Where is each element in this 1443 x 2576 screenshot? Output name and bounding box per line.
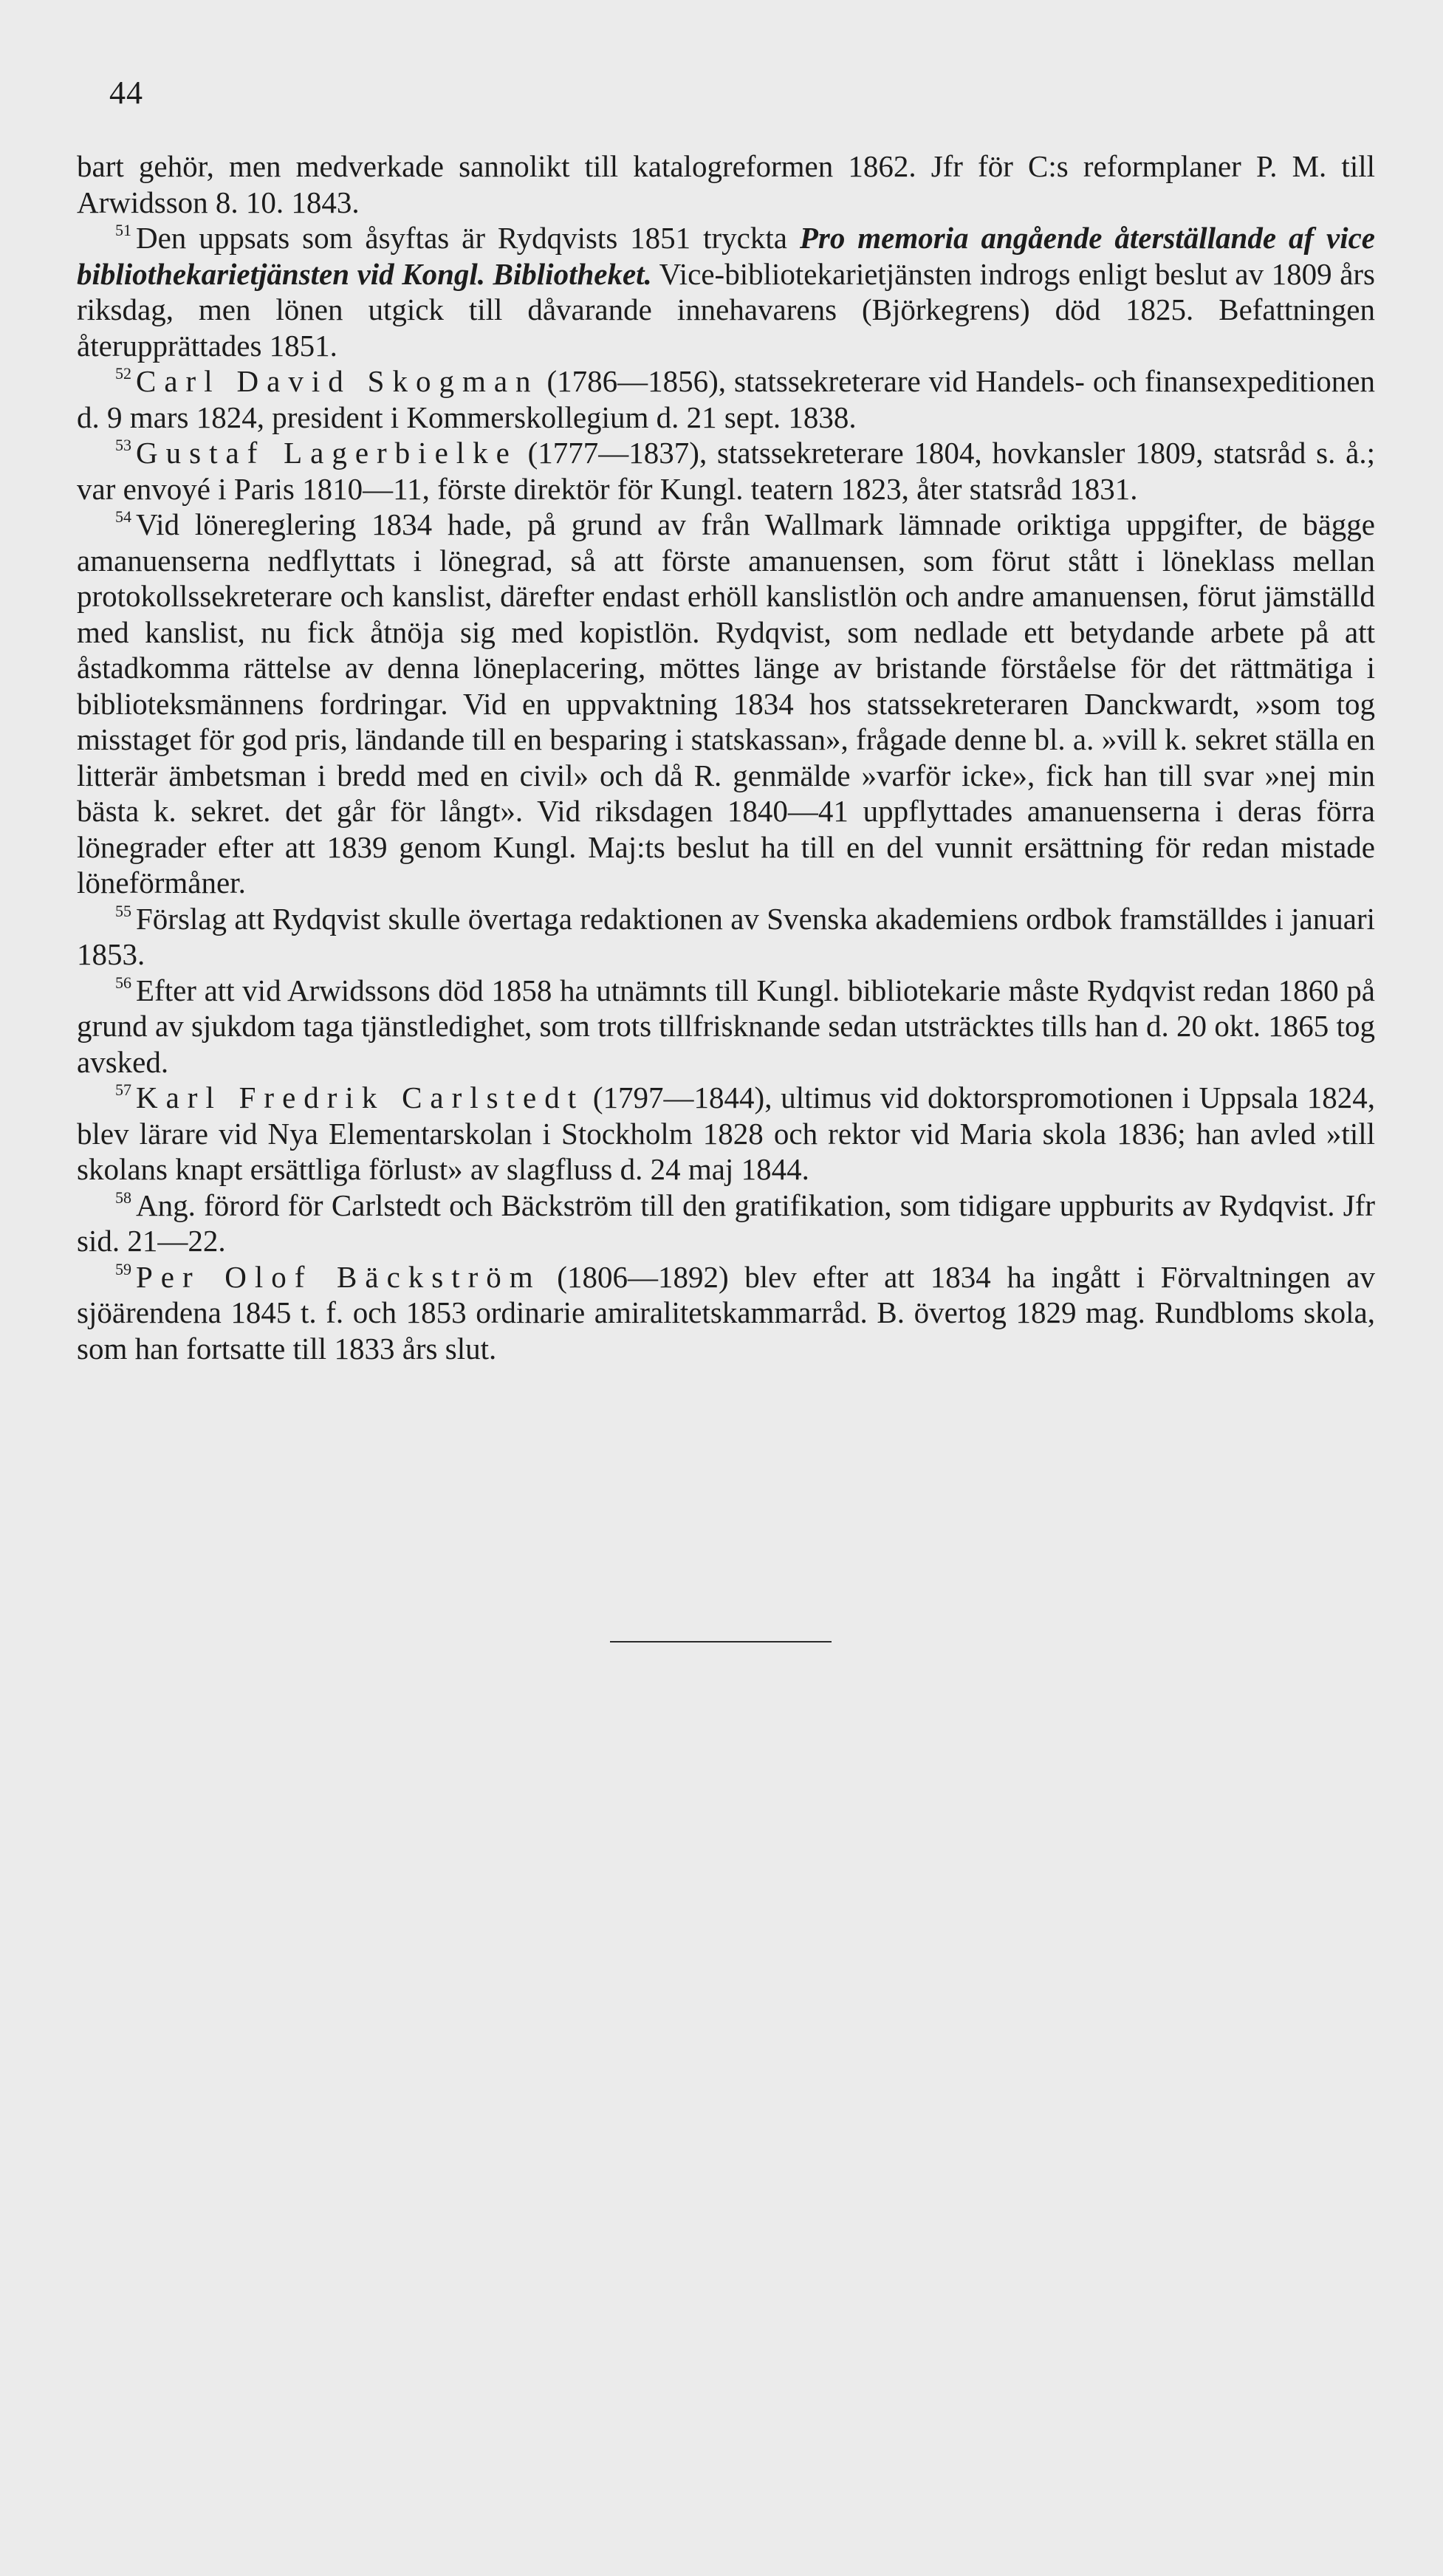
title-italic: Pro memoria angående återställande af vice bibliothekarietjänsten vid Kongl. Bibliotheket. <box>77 221 1375 291</box>
note-58: 58 Ang. förord för Carlstedt och Bäckström till den gratifikation, som tidigare uppburits av Rydqvist. Jfr sid. 21—22. <box>77 1188 1375 1258</box>
endnotes <box>77 148 1375 1366</box>
note-text: Vice-bibliotekarietjänsten indrogs enligt beslut av 1809 års riksdag, men lönen utgick till dåvarande innehavarens (Björkegrens) död 1825. Befattningen återupprättades 1851. <box>77 256 1376 363</box>
closing-rule <box>610 1641 832 1642</box>
person-name: Gustaf Lagerbielke <box>136 436 518 470</box>
note-text: (1786—1856), statssekreterare vid Handels- och finansexpeditionen d. 9 mars 1824, president i Kommerskollegium d. 21 sept. 1838. <box>77 364 1375 434</box>
note-text: Ang. förord för Carlstedt och Bäckström till den gratifikation, som tidigare uppburits av Rydqvist. Jfr sid. 21—22. <box>77 1188 1375 1258</box>
note-text: Efter att vid Arwidssons död 1858 ha utnämnts till Kungl. bibliotekarie måste Rydqvist redan 1860 på grund av sjukdom taga tjänstledighet, som trots tillfrisknande sedan utsträcktes tills han d. 20 okt. 1865 tog avsked. <box>77 973 1375 1079</box>
note-53: 53 Gustaf Lagerbielke (1777—1837), statssekreterare 1804, hovkansler 1809, statsråd s. å.; var envoyé i Paris 1810—11, förste direktör för Kungl. teatern 1823, åter statsråd 1831. <box>77 436 1375 506</box>
person-name: Per Olof Bäckström <box>136 1259 541 1294</box>
note-text: (1797—1844), ultimus vid doktorspromotionen i Uppsala 1824, blev lärare vid Nya Elementarskolan i Stockholm 1828 och rektor vid Maria skola 1836; han avled »till skolans knapt ersättliga förlust» av slagfluss d. 24 maj 1844. <box>77 1080 1376 1186</box>
note-57: 57 Karl Fredrik Carlstedt (1797—1844), ultimus vid doktorspromotionen i Uppsala 1824, blev lärare vid Nya Elementarskolan i Stockholm 1828 och rektor vid Maria skola 1836; han avled »till skolans knapt ersättliga förlust» av slagfluss d. 24 maj 1844. <box>77 1080 1376 1186</box>
note-text: Vid lönereglering 1834 hade, på grund av från Wallmark lämnade oriktiga uppgifter, de bägge amanuenserna nedflyttats i lönegrad, så att förste amanuensen, som förut stått i löneklass mellan protokollssekreterare och kanslist, därefter endast erhöll kanslistlön och andre amanuensen, förut jämställd med kanslist, nu fick åtnöja sig med kopistlön. Rydqvist, som nedlade ett betydande arbete på att åstadkomma rättelse av denna löneplacering, möttes länge av bristande förståelse för det rättmätiga i biblioteksmännens fordringar. Vid en uppvaktning 1834 hos statssekreteraren Danckwardt, »som tog misstaget för god pris, ländande till en besparing i statskassan», frågade denne bl. a. »vill k. sekret ställa en litterär ämbetsman i bredd med en civil» och då R. genmälde »varför icke», fick han till svar »nej min bästa k. sekret. det går för långt». Vid riksdagen 1840—41 uppflyttades amanuenserna i deras förra lönegrader efter att 1839 genom Kungl. Maj:ts beslut ha till en del vunnit ersättning för redan mistade löneförmåner. <box>77 507 1375 900</box>
note-55: 55 Förslag att Rydqvist skulle övertaga redaktionen av Svenska akademiens ordbok framställdes i januari 1853. <box>77 901 1375 971</box>
note-51: 51 Den uppsats som åsyftas är Rydqvists 1851 tryckta Pro memoria angående återställande af vice bibliothekarietjänsten vid Kongl. Bibliotheket. Vice-bibliotekarietjänsten indrogs enligt beslut av 1809 års riksdag, men lönen utgick till dåvarande innehavarens (Björkegrens) död 1825. Befattningen återupprättades 1851. <box>77 221 1376 363</box>
note-54: 54 Vid lönereglering 1834 hade, på grund av från Wallmark lämnade oriktiga uppgifter, de bägge amanuenserna nedflyttats i lönegrad, så att förste amanuensen, som förut stått i löneklass mellan protokollssekreterare och kanslist, därefter endast erhöll kanslistlön och andre amanuensen, förut jämställd med kanslist, nu fick åtnöja sig med kopistlön. Rydqvist, som nedlade ett betydande arbete på att åstadkomma rättelse av denna löneplacering, möttes länge av bristande förståelse för det rättmätiga i biblioteksmännens fordringar. Vid en uppvaktning 1834 hos statssekreteraren Danckwardt, »som tog misstaget för god pris, ländande till en besparing i statskassan», frågade denne bl. a. »vill k. sekret ställa en litterär ämbetsman i bredd med en civil» och då R. genmälde »varför icke», fick han till svar »nej min bästa k. sekret. det går för långt». Vid riksdagen 1840—41 uppflyttades amanuenserna i deras förra lönegrader efter att 1839 genom Kungl. Maj:ts beslut ha till en del vunnit ersättning för redan mistade löneförmåner. <box>77 507 1375 900</box>
note-text: (1806—1892) blev efter att 1834 ha ingått i Förvaltningen av sjöärendena 1845 t. f. och 1853 ordinarie amiralitetskammarråd. B. övertog 1829 mag. Rundbloms skola, som han fortsatte till 1833 års slut. <box>77 1259 1375 1366</box>
person-name: Karl Fredrik Carlstedt <box>136 1080 585 1114</box>
note-59: 59 Per Olof Bäckström (1806—1892) blev efter att 1834 ha ingått i Förvaltningen av sjöärendena 1845 t. f. och 1853 ordinarie amiralitetskammarråd. B. övertog 1829 mag. Rundbloms skola, som han fortsatte till 1833 års slut. <box>77 1259 1375 1366</box>
page-number: 44 <box>109 75 143 111</box>
note-text: (1777—1837), statssekreterare 1804, hovkansler 1809, statsråd s. å.; var envoyé i Paris 1810—11, förste direktör för Kungl. teatern 1823, åter statsråd 1831. <box>77 436 1375 506</box>
note-text: Förslag att Rydqvist skulle övertaga redaktionen av Svenska akademiens ordbok framställdes i januari 1853. <box>77 901 1375 971</box>
note-52: 52 Carl David Skogman (1786—1856), statssekreterare vid Handels- och finansexpeditionen d. 9 mars 1824, president i Kommerskollegium d. 21 sept. 1838. <box>77 364 1375 434</box>
note-continuation <box>77 148 1375 220</box>
note-56: 56 Efter att vid Arwidssons död 1858 ha utnämnts till Kungl. bibliotekarie måste Rydqvist redan 1860 på grund av sjukdom taga tjänstledighet, som trots tillfrisknande sedan utsträcktes tills han d. 20 okt. 1865 tog avsked. <box>77 973 1375 1079</box>
note-text: bart gehör, men medverkade sannolikt till katalogreformen 1862. Jfr för C:s reformplaner P. M. till Arwidsson 8. 10. 1843. <box>77 149 1375 219</box>
person-name: Carl David Skogman <box>136 364 539 398</box>
note-text: Den uppsats som åsyftas är Rydqvists 1851 tryckta <box>136 221 800 255</box>
